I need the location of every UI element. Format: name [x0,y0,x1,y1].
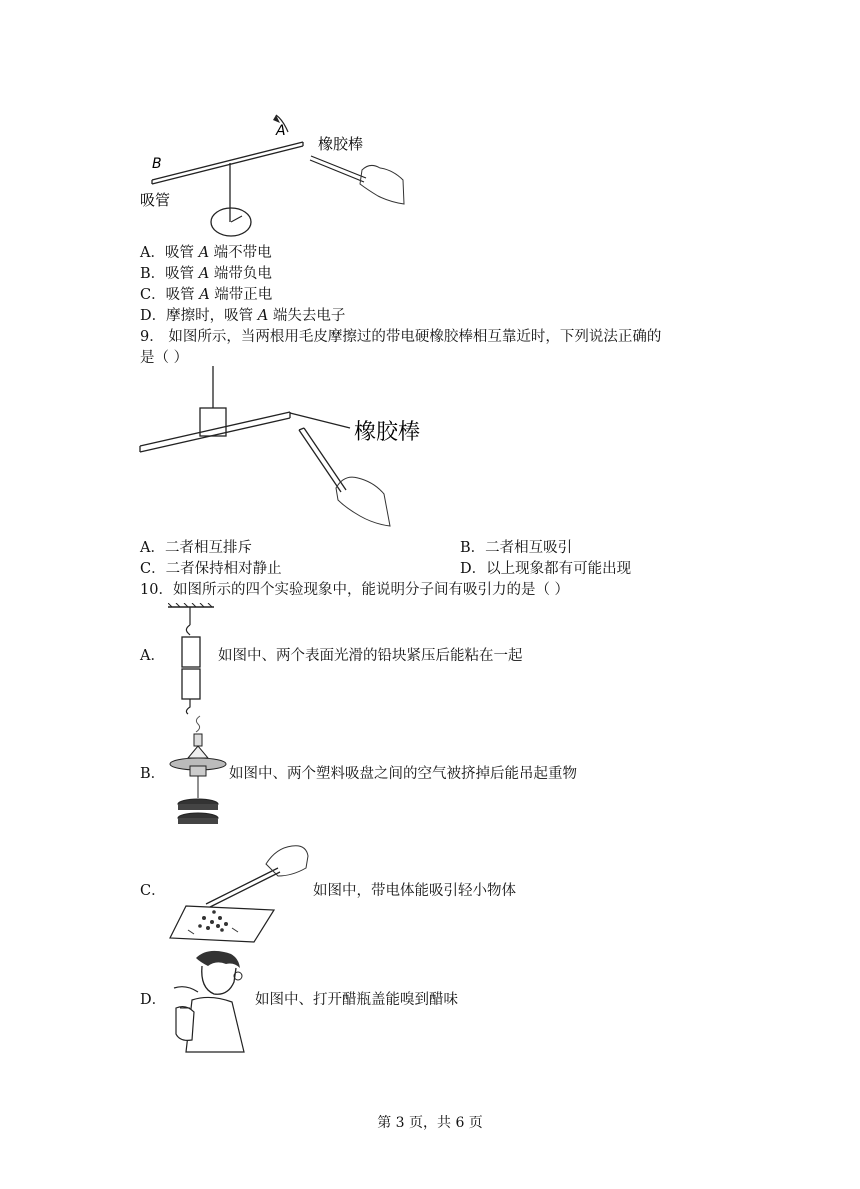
q10-option-a-text: 如图中、两个表面光滑的铅块紧压后能粘在一起 [218,648,523,664]
q8-option-a: A．吸管 A 端不带电 [140,245,272,261]
q10-option-b-letter: B． [140,766,166,782]
q10-option-a-letter: A． [140,648,165,664]
q8-label-a: A [276,123,286,139]
option-letter: D． [140,308,167,324]
option-letter: C． [140,287,166,303]
q10-option-d-letter: D． [140,992,167,1008]
q10-charged-rod-figure [166,838,310,944]
q8-straw-figure [138,110,418,245]
q10-suction-cups-figure [168,714,228,832]
q10-option-c-text: 如图中，带电体能吸引轻小物体 [313,883,516,899]
q9-option-c: C．二者保持相对静止 [140,561,282,577]
q9-option-b: B．二者相互吸引 [460,540,573,556]
q10-lead-blocks-figure [168,603,214,715]
q8-rod-label: 橡胶棒 [318,135,364,153]
q10-option-c-letter: C． [140,883,166,899]
q8-label-b: B [152,156,162,172]
q10-option-b-text: 如图中、两个塑料吸盘之间的空气被挤掉后能吊起重物 [229,766,577,782]
q10-stem: 10．如图所示的四个实验现象中，能说明分子间有吸引力的是（ ） [140,582,570,598]
option-letter: A． [140,245,165,261]
q9-option-d: D．以上现象都有可能出现 [460,561,632,577]
q8-straw-label: 吸管 [140,191,171,209]
page-footer: 第 3 页，共 6 页 [377,1115,483,1131]
q9-stem-line2: 是（ ） [140,350,189,366]
q9-rod-label: 橡胶棒 [354,420,421,445]
q9-stem-line1: 9． 如图所示，当两根用毛皮摩擦过的带电硬橡胶棒相互靠近时，下列说法正确的 [140,329,662,345]
q8-option-d: D．摩擦时，吸管 A 端失去电子 [140,308,346,324]
q8-option-c: C．吸管 A 端带正电 [140,287,273,303]
q10-option-d-text: 如图中、打开醋瓶盖能嗅到醋味 [255,992,458,1008]
q9-rods-figure [138,366,458,534]
q10-vinegar-smell-figure [166,948,254,1054]
q9-option-a: A．二者相互排斥 [140,540,252,556]
q8-option-b: B．吸管 A 端带负电 [140,266,272,282]
option-letter: B． [140,266,166,282]
